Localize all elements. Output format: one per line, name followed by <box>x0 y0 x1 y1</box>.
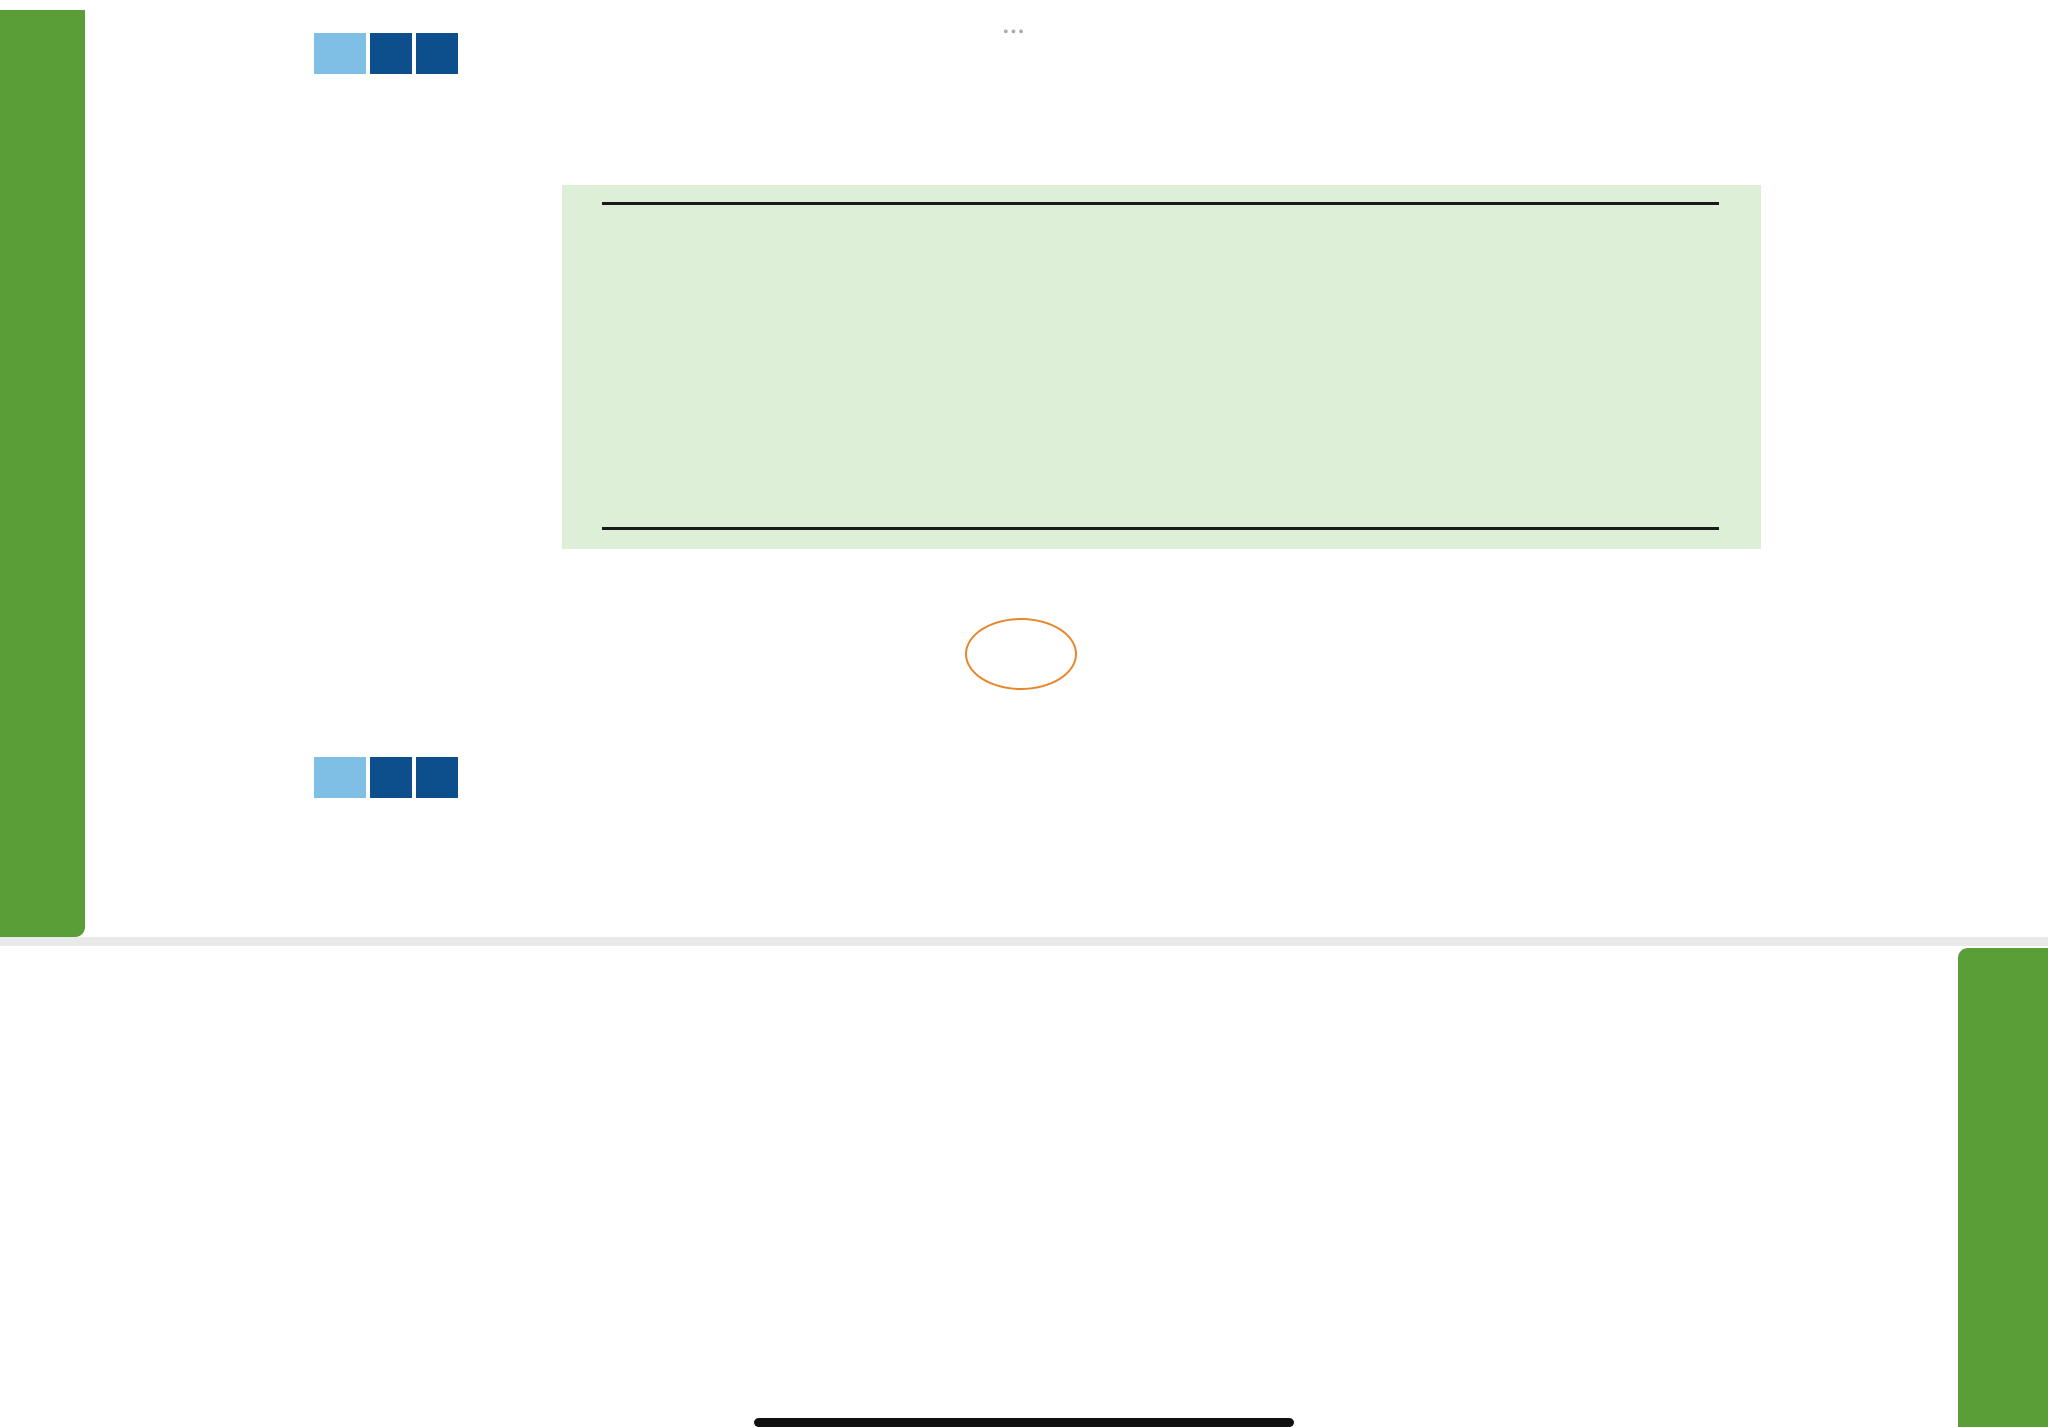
exercise-2-text <box>518 748 1868 789</box>
learning-objective-badge-1 <box>314 33 458 74</box>
right-green-margin <box>1958 948 2048 1427</box>
exercise-1-text <box>518 23 1818 105</box>
page-divider <box>0 937 2048 946</box>
more-dots-icon[interactable]: ••• <box>1003 24 1026 41</box>
home-indicator[interactable] <box>754 1418 1294 1427</box>
transactions-table <box>562 185 1761 549</box>
page-bottom <box>0 946 2048 1427</box>
learning-objective-badge-2 <box>314 757 458 798</box>
lo-label <box>314 757 366 798</box>
lo-number <box>416 757 458 798</box>
lo-number <box>370 757 412 798</box>
lo-number <box>370 33 412 74</box>
table-top-rule <box>602 202 1719 205</box>
annotation-circle <box>965 618 1077 690</box>
lo-label <box>314 33 366 74</box>
table-bottom-rule <box>602 527 1719 530</box>
left-green-margin <box>0 10 85 937</box>
lo-number <box>416 33 458 74</box>
